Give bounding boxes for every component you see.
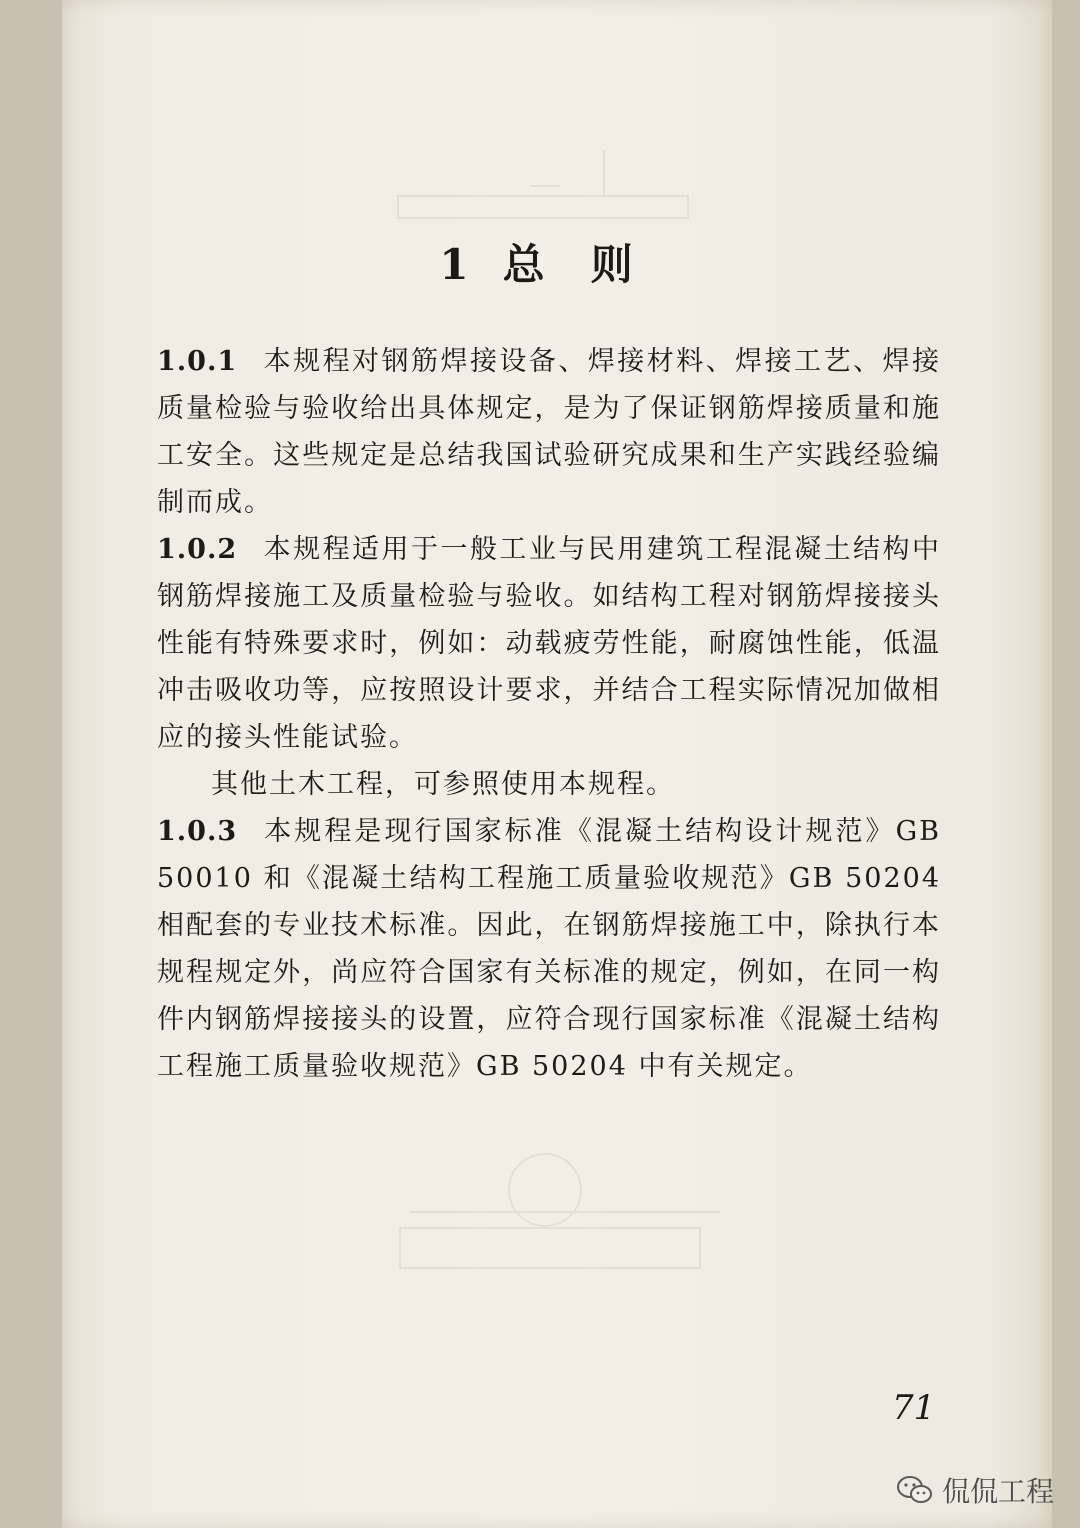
chapter-number: 1 xyxy=(439,240,477,289)
clause-text: 本规程是现行国家标准《混凝土结构设计规范》GB 50010 和《混凝土结构工程施工质量验收规范》GB 50204 相配套的专业技术标准。因此，在钢筋焊接施工中，除执行本规程规定外，尚应符合国家有关标准的规定，例如，在同一构件内钢筋焊接接头的设置，应符合现行国家标准《混凝土结构工程施工质量验收规范》GB 50204 中有关规定。 xyxy=(157,816,941,1082)
clause-1-0-2-extra: 其他土木工程，可参照使用本规程。 xyxy=(211,769,675,800)
clause-1-0-1 xyxy=(157,338,941,526)
chapter-body xyxy=(157,338,941,1090)
watermark-text: 侃侃工程 xyxy=(942,1475,1055,1508)
clause-text: 本规程适用于一般工业与民用建筑工程混凝土结构中钢筋焊接施工及质量检验与验收。如结构工程对钢筋焊接接头性能有特殊要求时，例如：动载疲劳性能，耐腐蚀性能，低温冲击吸收功等，应按照设计要求，并结合工程实际情况加做相应的接头性能试验。 xyxy=(157,534,941,753)
page-number: 71 xyxy=(892,1388,936,1428)
clause-1-0-2 xyxy=(157,526,941,761)
chapter-title-part1: 总 xyxy=(502,240,553,289)
clause-number: 1.0.3 xyxy=(157,816,238,847)
clause-number: 1.0.1 xyxy=(157,346,238,377)
chapter-title-part2: 则 xyxy=(590,240,641,289)
clause-text: 本规程对钢筋焊接设备、焊接材料、焊接工艺、焊接质量检验与验收给出具体规定，是为了保证钢筋焊接质量和施工安全。这些规定是总结我国试验研究成果和生产实践经验编制而成。 xyxy=(157,346,941,518)
chapter-title xyxy=(0,232,1080,292)
clause-1-0-3 xyxy=(157,808,941,1090)
watermark xyxy=(896,1470,1054,1510)
wechat-icon xyxy=(896,1474,934,1506)
clause-number: 1.0.2 xyxy=(157,534,238,565)
